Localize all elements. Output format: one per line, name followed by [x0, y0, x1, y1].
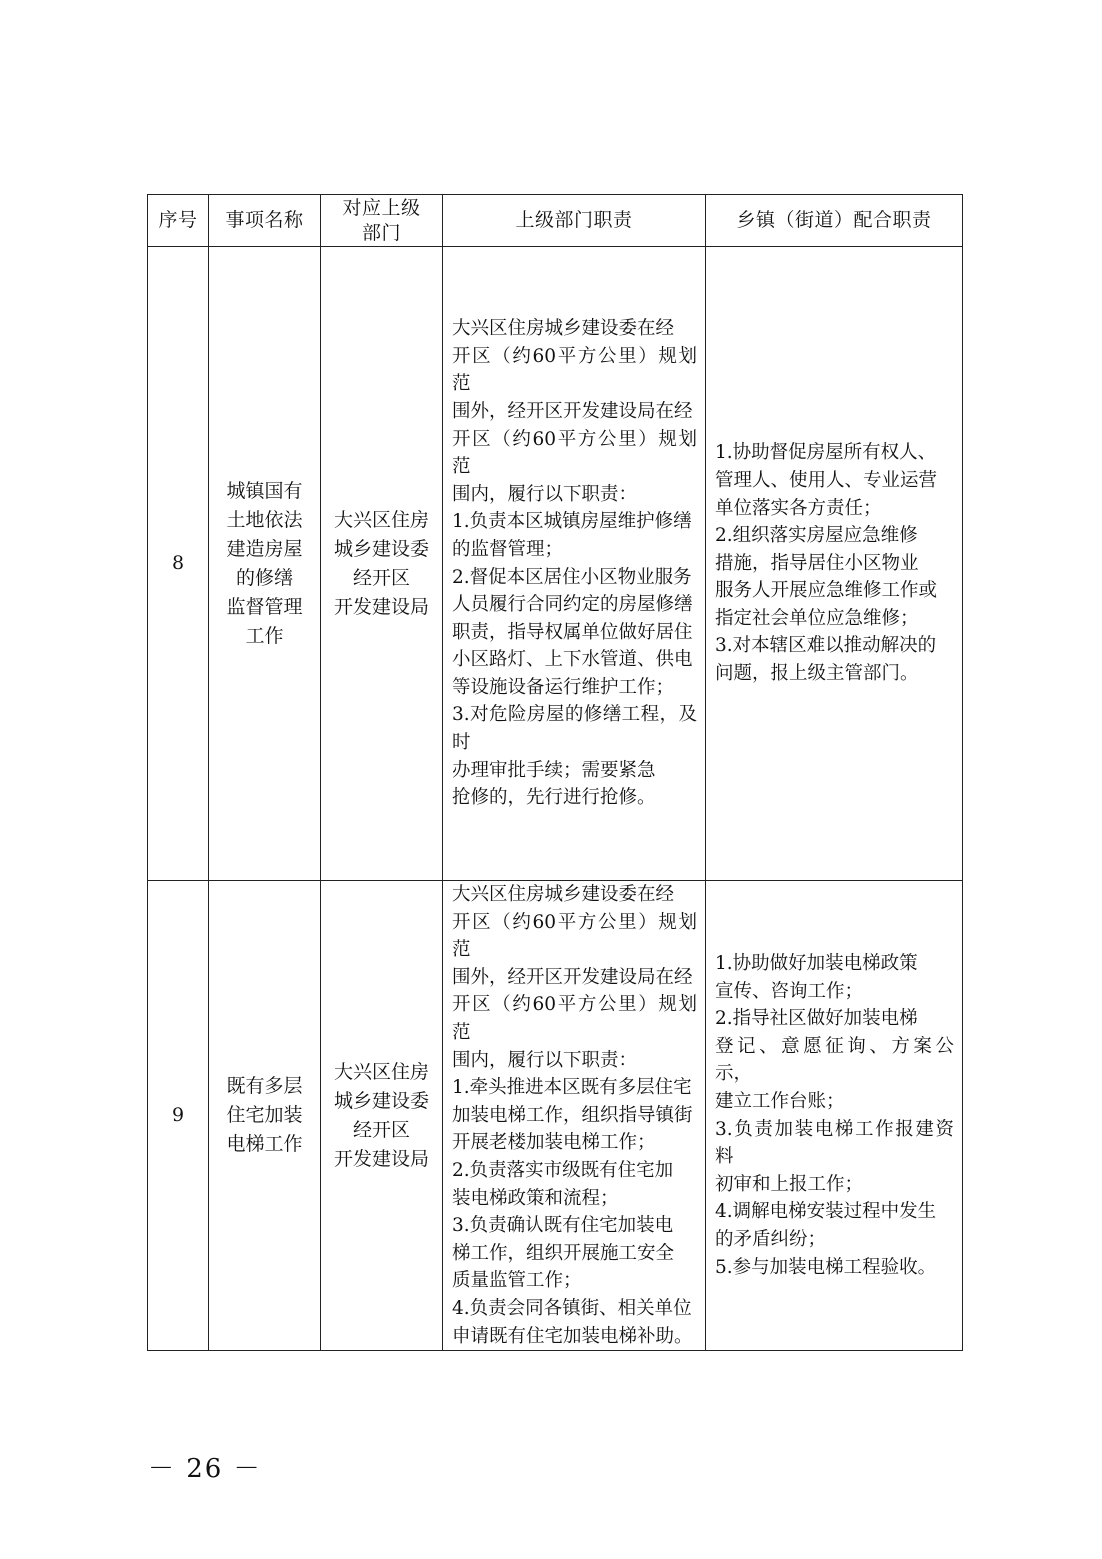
duty-line: 申请既有住宅加装电梯补助。: [452, 1325, 693, 1347]
duty-line: 职责，指导权属单位做好居住: [452, 621, 693, 643]
item-name-cell: [209, 247, 321, 881]
duty-line: 建立工作台账；: [715, 1090, 845, 1112]
duty-line: 开区（约60平方公里）规划范: [452, 994, 697, 1043]
duty-line: 1.负责本区城镇房屋维护修缮: [452, 511, 692, 533]
item-name-line: 监督管理: [226, 595, 303, 618]
header-dept-line: 部门: [361, 221, 401, 244]
duty-line: 开区（约60平方公里）规划范: [452, 428, 697, 478]
town-duties-cell: [706, 881, 963, 1351]
duty-line: 1.协助督促房屋所有权人、: [715, 442, 937, 464]
dept-line: 开发建设局: [333, 595, 429, 618]
duty-line: 围外，经开区开发建设局在经: [452, 966, 693, 988]
duty-line: 围内，履行以下职责：: [452, 1049, 638, 1071]
duty-line: 质量监管工作；: [452, 1270, 582, 1292]
dept-line: 大兴区住房: [333, 508, 429, 531]
duty-line: 人员履行合同约定的房屋修缮: [452, 594, 693, 616]
duty-line: 2.督促本区居住小区物业服务: [452, 566, 692, 588]
duty-line: 初审和上报工作；: [715, 1173, 864, 1195]
page-number: － 26 －: [148, 1454, 262, 1484]
duty-line: 大兴区住房城乡建设委在经: [452, 318, 675, 340]
item-name-line: 电梯工作: [226, 1133, 303, 1156]
duty-line: 等设施设备运行维护工作；: [452, 676, 675, 698]
dept-line: 城乡建设委: [333, 537, 429, 560]
table-row: [148, 247, 963, 881]
town-duties-cell: [706, 247, 963, 881]
dept-cell: [321, 881, 443, 1351]
item-name-line: 的修缮: [235, 566, 293, 589]
duty-line: 2.负责落实市级既有住宅加: [452, 1159, 674, 1181]
duty-line: 3.负责加装电梯工作报建资料: [715, 1118, 954, 1168]
dept-line: 经开区: [352, 566, 410, 589]
duty-line: 开区（约60平方公里）规划范: [452, 345, 697, 395]
duty-line: 3.负责确认既有住宅加装电: [452, 1215, 674, 1237]
duty-line: 服务人开展应急维修工作或: [715, 580, 938, 602]
duty-line: 管理人、使用人、专业运营: [715, 469, 938, 491]
header-upper-duties: 上级部门职责: [443, 195, 706, 247]
dept-cell: [321, 247, 443, 881]
table-row: [148, 881, 963, 1351]
item-name-line: 既有多层: [226, 1075, 303, 1098]
header-no: 序号: [148, 195, 209, 247]
duty-line: 4.调解电梯安装过程中发生: [715, 1201, 937, 1223]
responsibility-table: [147, 194, 963, 1351]
duty-line: 围外，经开区开发建设局在经: [452, 400, 693, 422]
duty-line: 单位落实各方责任；: [715, 497, 882, 519]
dept-line: 经开区: [352, 1118, 410, 1141]
duty-line: 指定社会单位应急维修；: [715, 607, 919, 629]
duty-line: 小区路灯、上下水管道、供电: [452, 649, 693, 671]
duty-line: 大兴区住房城乡建设委在经: [452, 884, 675, 905]
item-name-line: 建造房屋: [226, 537, 303, 560]
item-name-cell: [209, 881, 321, 1351]
duty-line: 的矛盾纠纷；: [715, 1228, 827, 1250]
header-town-duties: 乡镇（街道）配合职责: [706, 195, 963, 247]
upper-duties-cell: [443, 881, 706, 1351]
dept-line: 大兴区住房: [333, 1060, 429, 1083]
dept-line: 城乡建设委: [333, 1089, 429, 1112]
duty-line: 装电梯政策和流程；: [452, 1187, 619, 1209]
duty-line: 办理审批手续；需要紧急: [452, 759, 656, 781]
duty-line: 问题，报上级主管部门。: [715, 663, 919, 685]
header-dept-line: 对应上级: [342, 196, 421, 219]
duty-line: 措施，指导居住小区物业: [715, 552, 919, 574]
table-header: [148, 195, 963, 247]
duty-line: 4.负责会同各镇街、相关单位: [452, 1297, 692, 1319]
header-dept: [321, 195, 443, 247]
header-item-name: 事项名称: [209, 195, 321, 247]
duty-line: 梯工作，组织开展施工安全: [452, 1242, 675, 1264]
duty-line: 5.参与加装电梯工程验收。: [715, 1256, 937, 1278]
item-name-line: 土地依法: [226, 508, 303, 531]
duty-line: 围内，履行以下职责：: [452, 483, 638, 505]
duty-line: 1.协助做好加装电梯政策: [715, 952, 918, 974]
row-number: 9: [148, 881, 209, 1351]
duty-line: 加装电梯工作，组织指导镇街: [452, 1104, 693, 1126]
duty-line: 2.组织落实房屋应急维修: [715, 525, 918, 547]
item-name-line: 住宅加装: [226, 1104, 303, 1127]
row-number: 8: [148, 247, 209, 881]
duty-line: 3.对危险房屋的修缮工程，及时: [452, 704, 697, 754]
upper-duties-cell: [443, 247, 706, 881]
duty-line: 抢修的，先行进行抢修。: [452, 787, 656, 809]
dept-line: 开发建设局: [333, 1147, 429, 1170]
item-name-line: 工作: [245, 624, 284, 647]
duty-line: 开展老楼加装电梯工作；: [452, 1132, 656, 1154]
duty-line: 3.对本辖区难以推动解决的: [715, 635, 937, 657]
item-name-line: 城镇国有: [226, 479, 303, 502]
duty-line: 1.牵头推进本区既有多层住宅: [452, 1077, 692, 1099]
duty-line: 开区（约60平方公里）规划范: [452, 911, 697, 961]
duty-line: 登记、意愿征询、方案公示，: [715, 1035, 954, 1085]
duty-line: 2.指导社区做好加装电梯: [715, 1008, 918, 1030]
duty-line: 宣传、咨询工作；: [715, 980, 864, 1002]
duty-line: 的监督管理；: [452, 538, 564, 560]
